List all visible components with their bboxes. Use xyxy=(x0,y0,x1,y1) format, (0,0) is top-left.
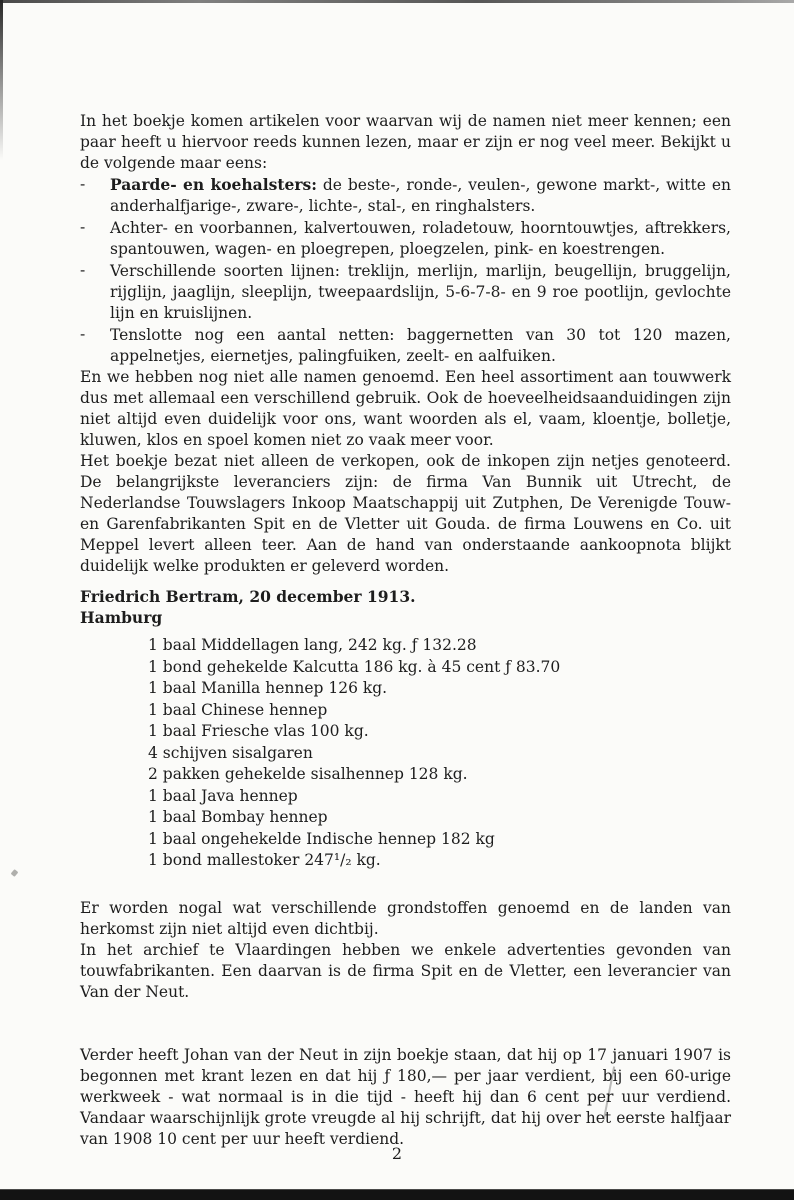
invoice-item: 1 baal Chinese hennep xyxy=(148,700,328,719)
invoice-item: 1 baal Middellagen lang, 242 kg. ƒ 132.28 xyxy=(148,636,477,654)
invoice-item: 1 baal Java hennep xyxy=(148,786,298,805)
bullet-rest: Achter- en voorbannen, kalvertouwen, roladetouw, hoorntouwtjes, aftrekkers, spantouwen, wagen- en ploegrepen, ploegzelen, pink- en koestrengen. xyxy=(110,219,731,258)
bullet-rest: de beste-, ronde-, veulen-, gewone markt-, witte en anderhalfjarige-, zware-, lichte-, stal-, en ringhalsters. xyxy=(110,176,731,215)
invoice-heading-name-date: Friedrich Bertram, 20 december 1913. xyxy=(80,587,416,606)
paragraph-assortment: En we hebben nog niet alle namen genoemd. Een heel assortiment aan touwwerk dus met allemaal een verschillend gebruik. Ook de hoeveelheidsaanduidingen zijn niet altijd even duidelijk voor ons, want woorden als el, vaam, kloentje, bolletje, kluwen, klos en spoel komen niet zo vaak meer voor. xyxy=(80,368,731,449)
invoice-item: 1 bond mallestoker 247¹/₂ kg. xyxy=(148,851,381,869)
bullet-marker: - xyxy=(80,325,86,343)
list-item-bannen xyxy=(80,217,731,260)
list-item-lijnen xyxy=(80,260,731,324)
paragraph-intro: In het boekje komen artikelen voor waarvan wij de namen niet meer kennen; een paar heeft u hiervoor reeds kunnen lezen, maar er zijn er nog veel meer. Bekijkt u de volgende maar eens: xyxy=(80,112,731,172)
invoice-item: 1 baal Bombay hennep xyxy=(148,808,328,826)
invoice-item: 1 baal Friesche vlas 100 kg. xyxy=(148,722,369,740)
invoice-item: 4 schijven sisalgaren xyxy=(148,743,313,762)
bullet-list xyxy=(80,174,731,367)
scan-top-edge-artifact xyxy=(0,0,794,3)
bullet-rest: Verschillende soorten lijnen: treklijn, merlijn, marlijn, beugellijn, bruggelijn, rijglijn, jaaglijn, sleeplijn, tweepaardslijn, 5-6-7-8- en 9 roe pootlijn, gevlochte lijn en kruislijnen. xyxy=(110,262,731,322)
invoice-item-list xyxy=(148,635,731,872)
invoice-heading-city: Hamburg xyxy=(80,608,163,627)
paragraph-wages: Verder heeft Johan van der Neut in zijn boekje staan, dat hij op 17 januari 1907 is begonnen met krant lezen en dat hij ƒ 180,— per jaar verdient, bij een 60-urige werkweek - wat normaal is in die tijd - heeft hij dan 6 cent per uur verdiend. Vandaar waarschijnlijk grote vreugde al hij schrijft, dat hij over het eerste halfjaar van 1908 10 cent per uur heeft verdiend. xyxy=(80,1045,731,1148)
invoice-heading xyxy=(80,586,731,628)
paragraph-suppliers: Het boekje bezat niet alleen de verkopen, ook de inkopen zijn netjes genoteerd. De belangrijkste leveranciers zijn: de firma Van Bunnik uit Utrecht, de Nederlandse Touwslagers Inkoop Maatschappij uit Zutphen, De Verenigde Touw- en Garenfabrikanten Spit en de Vletter uit Gouda. de firma Louwens en Co. uit Meppel levert alleen teer. Aan de hand van onderstaande aankoopnota blijkt duidelijk welke produkten er geleverd worden. xyxy=(80,452,731,575)
bullet-marker: - xyxy=(80,261,86,279)
paragraph-archive: In het archief te Vlaardingen hebben we enkele advertenties gevonden van touwfabrikanten. Een daarvan is de firma Spit en de Vletter, een leverancier van Van der Neut. xyxy=(80,940,731,1001)
paragraph-raw-materials: Er worden nogal wat verschillende grondstoffen genoemd en de landen van herkomst zijn niet altijd even dichtbij. xyxy=(80,898,731,938)
bullet-marker: - xyxy=(80,218,86,236)
scan-bottom-edge-artifact xyxy=(0,1189,794,1200)
bullet-text xyxy=(110,174,731,217)
scan-speck-artifact xyxy=(11,869,19,877)
bullet-text xyxy=(110,217,731,260)
invoice-item: 2 pakken gehekelde sisalhennep 128 kg. xyxy=(148,765,468,783)
invoice-item: 1 baal ongehekelde Indische hennep 182 kg xyxy=(148,829,495,848)
invoice-item: 1 baal Manilla hennep 126 kg. xyxy=(148,679,388,697)
bullet-rest: Tenslotte nog een aantal netten: baggernetten van 30 tot 120 mazen, appelnetjes, eiernetjes, palingfuiken, zeelt- en aalfuiken. xyxy=(110,326,731,365)
text-block xyxy=(80,111,731,1150)
bullet-lead: Paarde- en koehalsters: xyxy=(110,175,317,194)
page-number: 2 xyxy=(391,1144,403,1163)
list-item-netten xyxy=(80,324,731,367)
bullet-text xyxy=(110,324,731,367)
bullet-text xyxy=(110,260,731,324)
list-item-halsters xyxy=(80,174,731,217)
invoice-item: 1 bond gehekelde Kalcutta 186 kg. à 45 cent ƒ 83.70 xyxy=(148,657,561,676)
bullet-marker: - xyxy=(80,175,86,193)
scan-left-edge-artifact xyxy=(0,0,3,160)
